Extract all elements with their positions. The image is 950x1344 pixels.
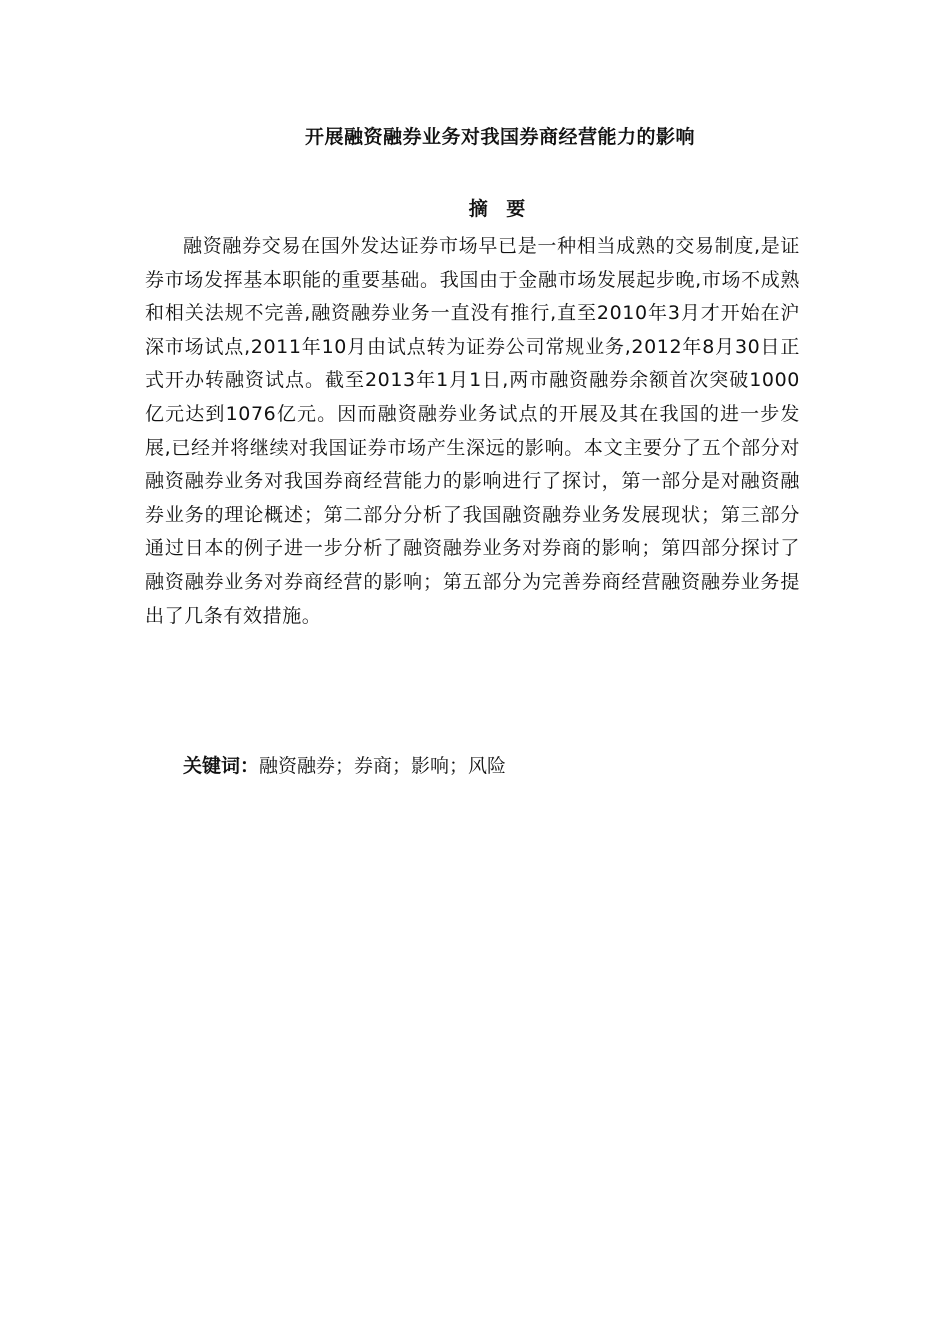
abstract-body: 融资融券交易在国外发达证券市场早已是一种相当成熟的交易制度,是证券市场发挥基本职能的重要基础。我国由于金融市场发展起步晚,市场不成熟和相关法规不完善,融资融券业务一直没有推行,直至2010年3月才开始在沪深市场试点,2011年10月由试点转为证券公司常规业务,2012年8月30日正式开办转融资试点。截至2013年1月1日,两市融资融券余额首次突破1000亿元达到1076亿元。因而融资融券业务试点的开展及其在我国的进一步发展,已经并将继续对我国证券市场产生深远的影响。本文主要分了五个部分对融资融券业务对我国券商经营能力的影响进行了探讨，第一部分是对融资融券业务的理论概述；第二部分分析了我国融资融券业务发展现状；第三部分通过日本的例子进一步分析了融资融券业务对券商的影响；第四部分探讨了融资融券业务对券商经营的影响；第五部分为完善券商经营融资融券业务提出了几条有效措施。 xyxy=(145,235,800,627)
keywords-value: 融资融券；券商；影响；风险 xyxy=(259,755,507,777)
document-title: 开展融资融券业务对我国券商经营能力的影响 xyxy=(304,126,695,148)
keywords-label: 关键词： xyxy=(183,755,260,777)
keywords-line xyxy=(183,750,506,783)
abstract-heading: 摘 要 xyxy=(468,198,532,220)
